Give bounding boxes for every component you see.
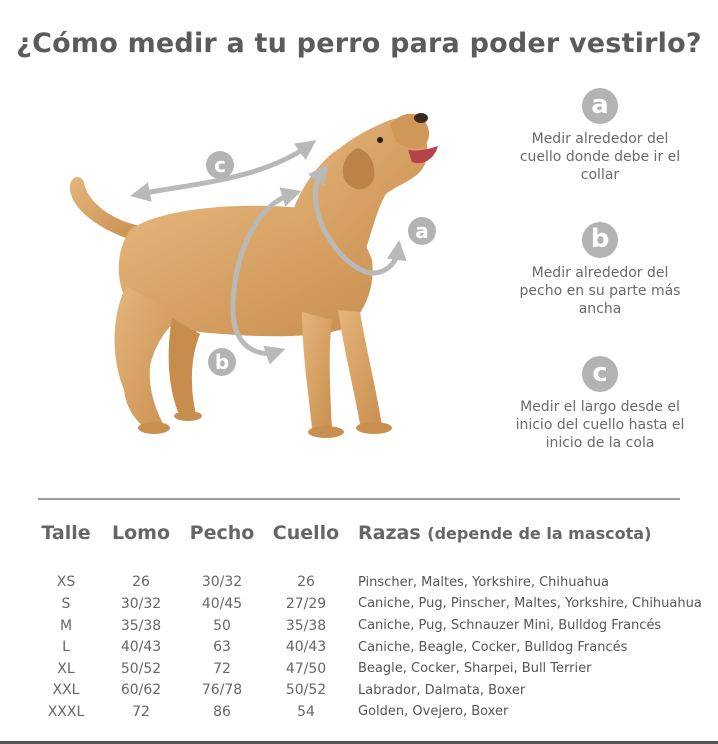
step-a-badge: a [582, 88, 618, 124]
size-table-header [30, 516, 702, 550]
table-row [30, 593, 702, 615]
cell-lomo: 30/32 [120, 595, 162, 612]
cell-razas: Labrador, Dalmata, Boxer [358, 682, 526, 698]
cell-razas: Beagle, Cocker, Sharpei, Bull Terrier [358, 661, 592, 677]
cell-pecho: 86 [213, 703, 231, 720]
step-c-badge: c [582, 356, 618, 392]
cell-talle: S [61, 595, 71, 612]
cell-talle: XL [57, 660, 75, 677]
cell-cuello: 35/38 [285, 617, 327, 634]
table-row [30, 615, 702, 637]
section-divider [38, 498, 680, 500]
cell-razas: Caniche, Pug, Schnauzer Mini, Bulldog Francés [358, 618, 662, 634]
cell-pecho: 30/32 [201, 574, 243, 591]
cell-razas: Caniche, Pug, Pinscher, Maltes, Yorkshire, Chihuahua [358, 596, 702, 612]
cell-pecho: 40/45 [201, 595, 243, 612]
dog-figure [70, 113, 438, 438]
label-b [208, 348, 236, 376]
cell-lomo: 50/52 [120, 660, 162, 677]
cell-pecho: 72 [213, 660, 231, 677]
cell-talle: XXXL [47, 703, 85, 720]
header-razas-note: (depende de la mascota) [427, 524, 652, 543]
step-b [515, 222, 685, 318]
cell-lomo: 40/43 [120, 639, 162, 656]
table-row [30, 701, 702, 723]
cell-razas: Golden, Ovejero, Boxer [358, 704, 509, 720]
step-b-text: Medir alrededor del pecho en su parte más ancha [519, 265, 681, 317]
header-cuello: Cuello [272, 522, 340, 544]
label-c [206, 151, 234, 179]
header-lomo: Lomo [111, 522, 170, 544]
header-razas-label: Razas [358, 522, 421, 544]
cell-cuello: 47/50 [285, 660, 327, 677]
cell-cuello: 26 [297, 574, 315, 591]
table-row [30, 572, 702, 594]
step-c-text: Medir el largo desde el inicio del cuello hasta el inicio de la cola [515, 399, 685, 451]
cell-razas: Pinscher, Maltes, Yorkshire, Chihuahua [358, 574, 609, 590]
cell-pecho: 76/78 [201, 682, 243, 699]
cell-cuello: 50/52 [285, 682, 327, 699]
cell-lomo: 35/38 [120, 617, 162, 634]
header-razas [348, 516, 702, 550]
header-talle: Talle [41, 522, 91, 544]
cell-cuello: 40/43 [285, 639, 327, 656]
page-title: ¿Cómo medir a tu perro para poder vestirlo? [16, 28, 702, 59]
cell-lomo: 72 [132, 703, 150, 720]
svg-text:a: a [415, 219, 429, 243]
svg-text:c: c [214, 153, 226, 177]
step-c [515, 356, 685, 452]
header-pecho: Pecho [189, 522, 255, 544]
cell-razas: Caniche, Beagle, Cocker, Bulldog Francés [358, 639, 628, 655]
cell-cuello: 54 [297, 703, 315, 720]
cell-pecho: 63 [213, 639, 231, 656]
cell-talle: XS [56, 574, 76, 591]
table-row [30, 636, 702, 658]
cell-lomo: 26 [132, 574, 150, 591]
table-row [30, 680, 702, 702]
cell-lomo: 60/62 [120, 682, 162, 699]
label-a [408, 217, 436, 245]
step-b-badge: b [582, 222, 618, 258]
size-table [30, 516, 702, 723]
cell-talle: XXL [52, 682, 80, 699]
cell-talle: L [62, 639, 70, 656]
dog-measurement-illustration [40, 90, 500, 470]
cell-talle: M [59, 617, 73, 634]
step-a [515, 88, 685, 184]
table-row [30, 658, 702, 680]
svg-text:b: b [214, 350, 230, 374]
step-a-text: Medir alrededor del cuello donde debe ir el collar [519, 131, 681, 183]
cell-pecho: 50 [213, 617, 231, 634]
cell-cuello: 27/29 [285, 595, 327, 612]
